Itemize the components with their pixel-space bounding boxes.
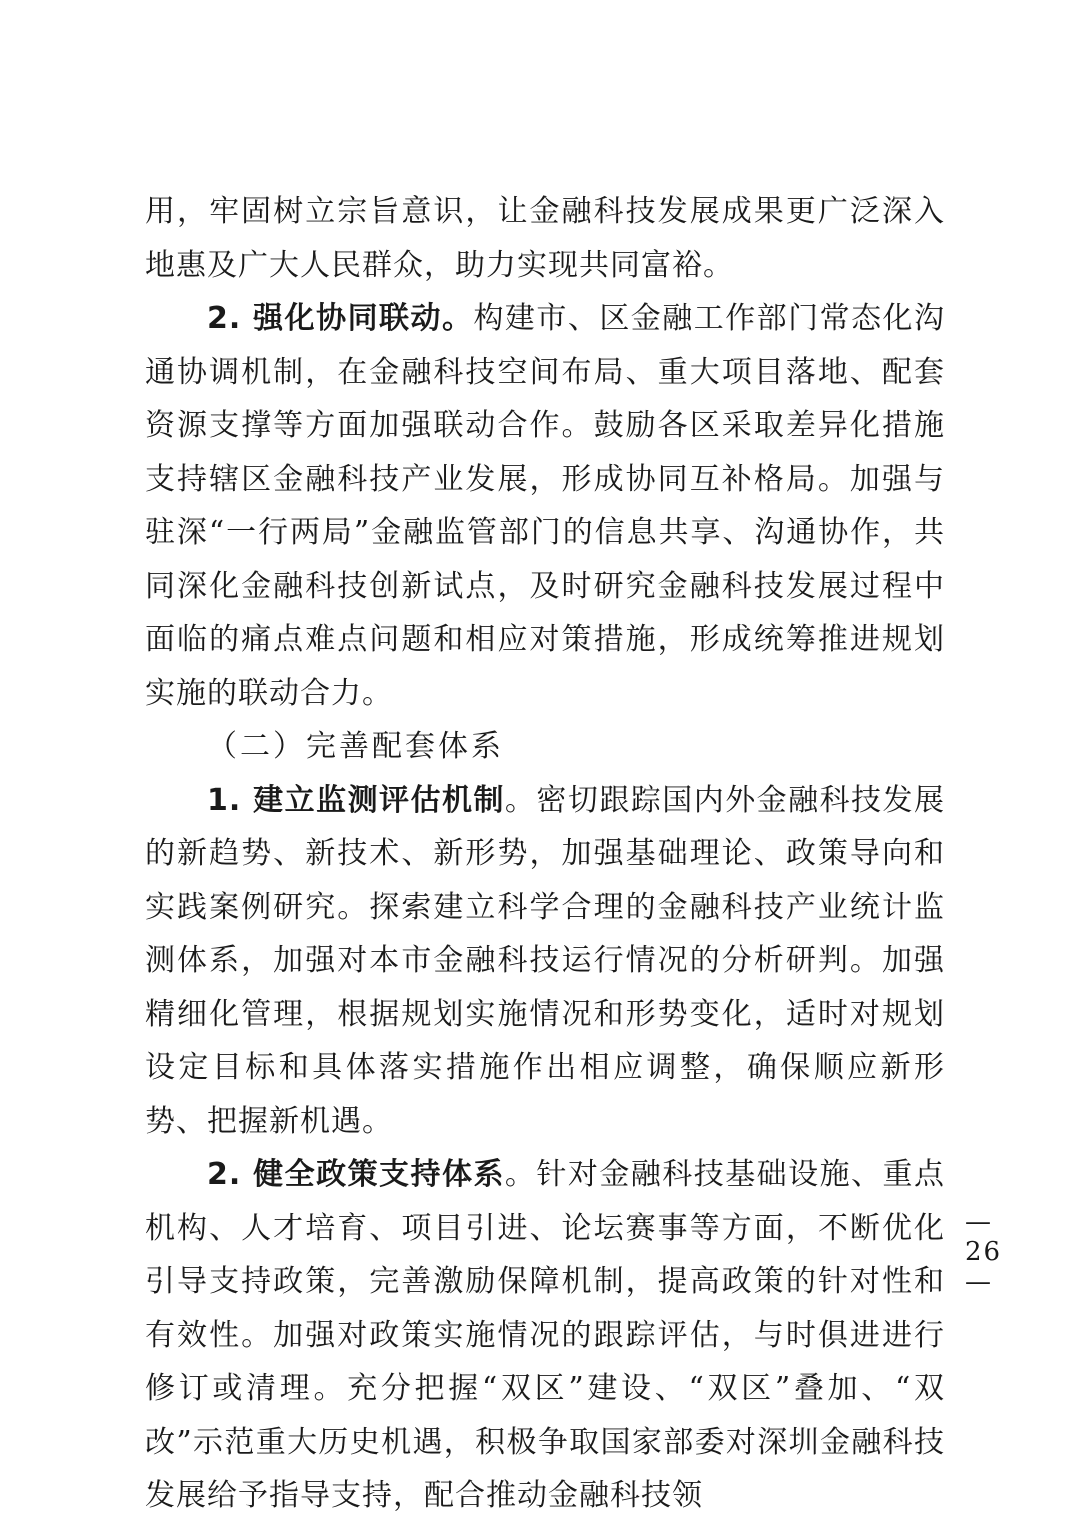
paragraph-3 (145, 774, 945, 1149)
paragraph-3-lead: 1. 建立监测评估机制 (207, 782, 505, 818)
paragraph-4-lead: 2. 健全政策支持体系 (207, 1157, 505, 1192)
paragraph-3-text: 。密切跟踪国内外金融科技发展的新趋势、新技术、新形势，加强基础理论、政策导向和实践案例研究。探索建立科学合理的金融科技产业统计监测体系，加强对本市金融科技运行情况的分析研判。加强精细化管理，根据规划实施情况和形势变化，适时对规划设定目标和具体落实措施作出相应调整，确保顺应新形势、把握新机遇。 (145, 782, 945, 1139)
paragraph-2-text: 构建市、区金融工作部门常态化沟通协调机制，在金融科技空间布局、重大项目落地、配套资源支撑等方面加强联动合作。鼓励各区采取差异化措施支持辖区金融科技产业发展，形成协同互补格局。加强与驻深“一行两局”金融监管部门的信息共享、沟通协作，共同深化金融科技创新试点，及时研究金融科技发展过程中面临的痛点难点问题和相应对策措施，形成统筹推进规划实施的联动合力。 (145, 301, 946, 711)
paragraph-4-text: 。针对金融科技基础设施、重点机构、人才培育、项目引进、论坛赛事等方面，不断优化引导支持政策，完善激励保障机制，提高政策的针对性和有效性。加强对政策实施情况的跟踪评估，与时俱进进行修订或清理。充分把握“双区”建设、“双区”叠加、“双改”示范重大历史机遇，积极争取国家部委对深圳金融科技发展给予指导支持，配合推动金融科技领 (145, 1157, 945, 1513)
section-heading: （二）完善配套体系 (207, 729, 504, 764)
paragraph-1 (145, 185, 945, 292)
paragraph-2-lead: 2. 强化协同联动。 (207, 301, 474, 336)
paragraph-1-text: 用，牢固树立宗旨意识，让金融科技发展成果更广泛深入地惠及广大人民群众，助力实现共同富裕。 (145, 194, 945, 283)
page-number: — 26 — (965, 1207, 1003, 1297)
paragraph-2 (145, 292, 945, 720)
document-body (145, 185, 1003, 1523)
paragraph-4 (145, 1148, 945, 1523)
